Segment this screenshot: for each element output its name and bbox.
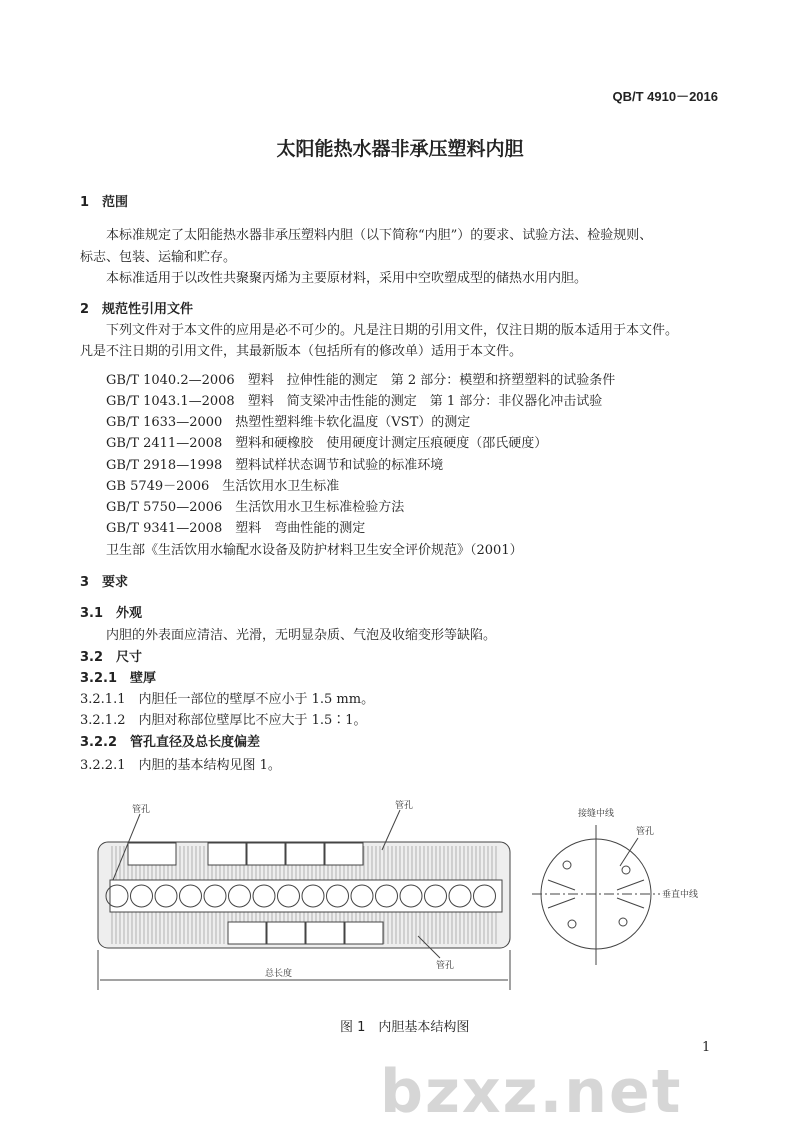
figure-caption: 图 1 内胆基本结构图 (340, 1020, 470, 1035)
reference-item: GB/T 1633—2000 热塑性塑料维卡软化温度（VST）的测定 (106, 415, 471, 430)
pipe-hole-label: 管孔 (132, 805, 151, 815)
clause: 3.2.1.1 内胆任一部位的壁厚不应小于 1.5 mm。 (80, 692, 375, 707)
section-3-2-1-heading: 3.2.1 壁厚 (80, 671, 157, 686)
paragraph: 内胆的外表面应清洁、光滑，无明显杂质、气泡及收缩变形等缺陷。 (106, 628, 497, 643)
watermark: bzxz.net (380, 1057, 683, 1127)
section-3-1-heading: 3.1 外观 (80, 606, 143, 621)
paragraph: 凡是不注日期的引用文件，其最新版本（包括所有的修改单）适用于本文件。 (80, 344, 523, 359)
pipe-hole-label: 管孔 (636, 827, 655, 837)
paragraph: 本标准规定了太阳能热水器非承压塑料内胆（以下简称“内胆”）的要求、试验方法、检验规则、 (106, 228, 653, 243)
pipe-hole-label: 管孔 (395, 801, 414, 811)
paragraph: 标志、包装、运输和贮存。 (80, 250, 237, 265)
clause: 3.2.2.1 内胆的基本结构见图 1。 (80, 758, 281, 773)
page-number: 1 (702, 1040, 711, 1055)
reference-item: GB/T 5750—2006 生活饮用水卫生标准检验方法 (106, 500, 405, 515)
paragraph: 下列文件对于本文件的应用是必不可少的。凡是注日期的引用文件，仅注日期的版本适用于本文件。 (106, 323, 679, 338)
reference-item: GB/T 2411—2008 塑料和硬橡胶 使用硬度计测定压痕硬度（邵氏硬度） (106, 436, 548, 451)
reference-item: GB/T 2918—1998 塑料试样状态调节和试验的标准环境 (106, 458, 444, 473)
reference-item: GB/T 1043.1—2008 塑料 简支梁冲击性能的测定 第 1 部分：非仪器化冲击试验 (106, 394, 603, 409)
reference-item: GB/T 1040.2—2006 塑料 拉伸性能的测定 第 2 部分：模塑和挤塑塑料的试验条件 (106, 373, 616, 388)
section-3-heading: 3 要求 (80, 575, 129, 590)
seam-centerline-label: 接缝中线 (578, 809, 615, 819)
pipe-hole-label: 管孔 (436, 961, 455, 971)
clause: 3.2.1.2 内胆对称部位壁厚比不应大于 1.5∶1。 (80, 713, 367, 728)
total-length-label: 总长度 (265, 969, 293, 979)
paragraph: 本标准适用于以改性共聚聚丙烯为主要原材料，采用中空吹塑成型的储热水用内胆。 (106, 271, 588, 286)
reference-item: GB 5749－2006 生活饮用水卫生标准 (106, 479, 340, 494)
section-1-heading: 1 范围 (80, 195, 129, 210)
page-title: 太阳能热水器非承压塑料内胆 (276, 138, 524, 160)
vertical-centerline-label: 垂直中线 (662, 890, 699, 900)
standard-number: QB/T 4910－2016 (612, 89, 718, 104)
section-3-2-heading: 3.2 尺寸 (80, 650, 143, 665)
reference-item: 卫生部《生活饮用水输配水设备及防护材料卫生安全评价规范》（2001） (106, 543, 523, 558)
section-2-heading: 2 规范性引用文件 (80, 302, 194, 317)
section-3-2-2-heading: 3.2.2 管孔直径及总长度偏差 (80, 735, 261, 750)
reference-item: GB/T 9341—2008 塑料 弯曲性能的测定 (106, 521, 366, 536)
